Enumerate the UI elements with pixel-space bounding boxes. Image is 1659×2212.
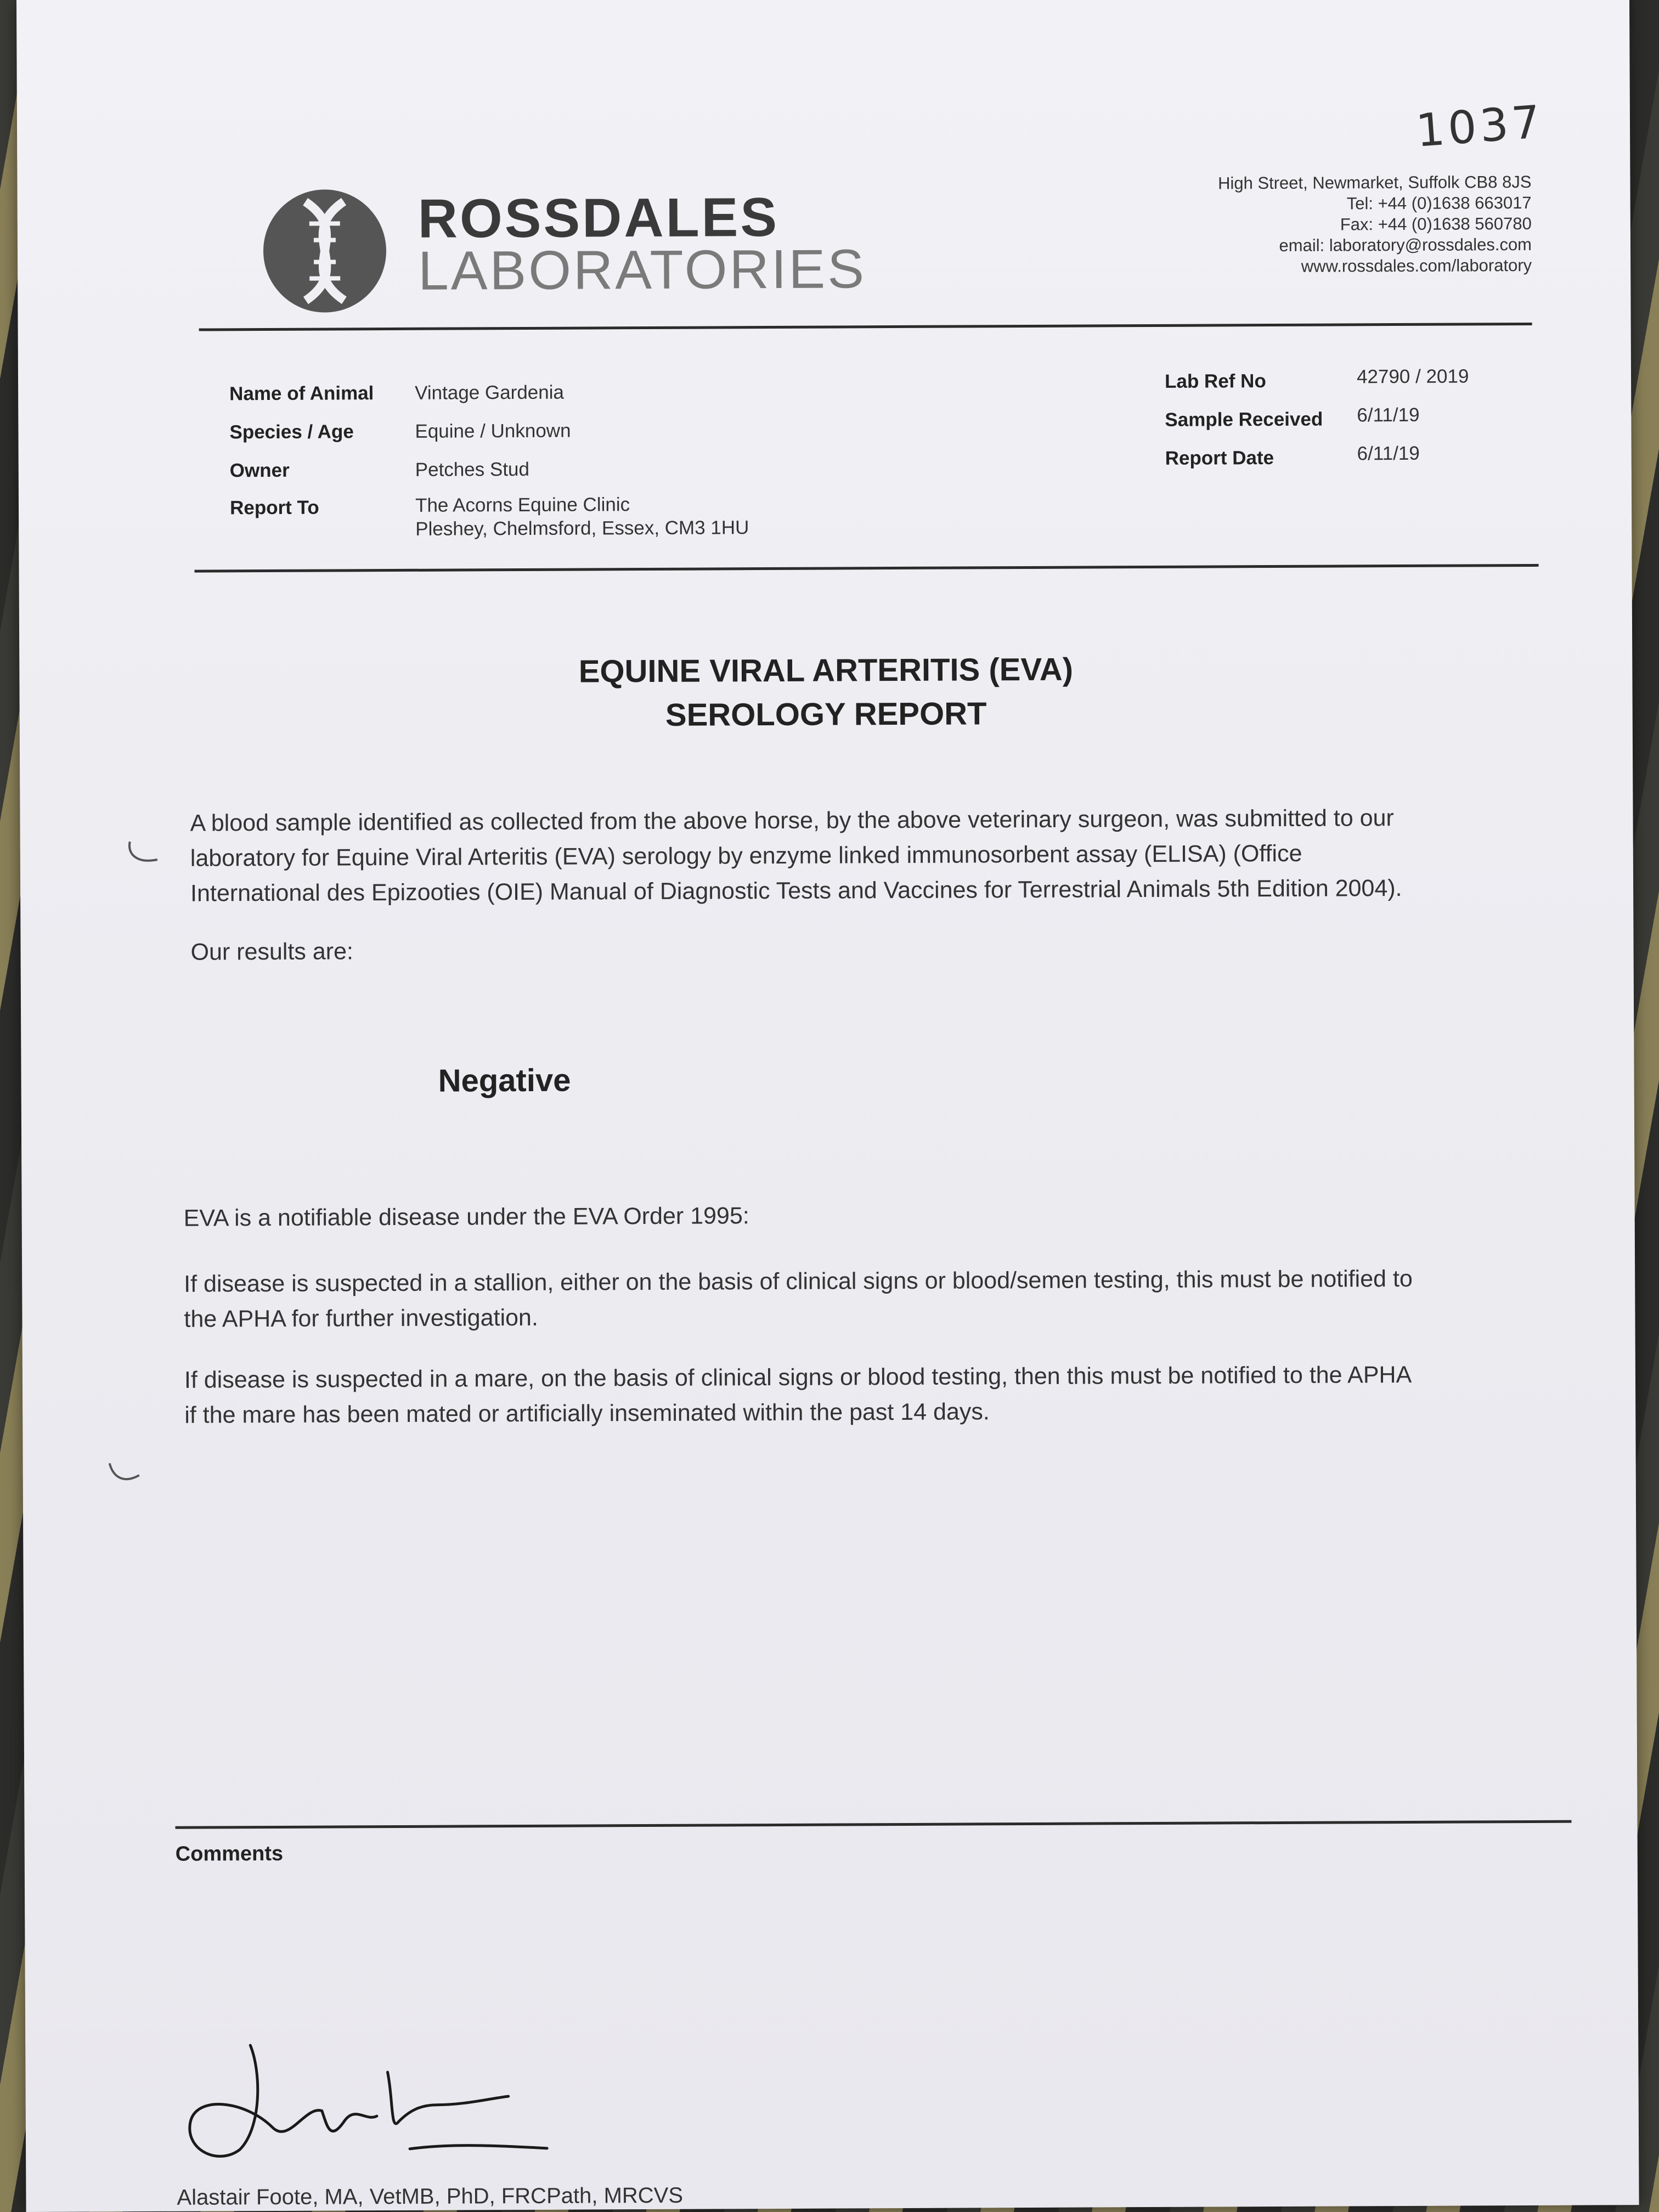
report-to-line2: Pleshey, Chelmsford, Essex, CM3 1HU <box>415 517 749 540</box>
report-page <box>16 0 1639 2212</box>
result-value: Negative <box>438 1062 571 1099</box>
stallion-line1: If disease is suspected in a stallion, either on the basis of clinical signs or blood/semen testing, this must be notified to <box>184 1265 1413 1297</box>
lab-ref-label: Lab Ref No <box>1164 370 1266 392</box>
notifiable-statement: EVA is a notifiable disease under the EVA Order 1995: <box>183 1203 749 1232</box>
header-divider <box>199 323 1532 331</box>
lab-email: email: laboratory@rossdales.com <box>1279 234 1532 255</box>
owner-label: Owner <box>229 459 290 482</box>
report-date-value: 6/11/19 <box>1357 442 1420 465</box>
comments-label: Comments <box>175 1842 284 1866</box>
logo-name-line2: LABORATORIES <box>417 238 867 302</box>
lab-address-block <box>1114 172 1532 278</box>
report-title-line1: EQUINE VIRAL ARTERITIS (EVA) <box>578 651 1074 690</box>
stallion-paragraph <box>184 1261 1567 1337</box>
intro-line3: International des Epizooties (OIE) Manual of Diagnostic Tests and Vaccines for Terrestrial Animals 5th Edition 2004). <box>190 874 1402 907</box>
sample-received-value: 6/11/19 <box>1357 404 1420 426</box>
report-title-line2: SEROLOGY REPORT <box>665 696 987 733</box>
intro-line1: A blood sample identified as collected from the above horse, by the above veterinary surgeon, was submitted to our <box>190 805 1394 837</box>
lab-tel: Tel: +44 (0)1638 663017 <box>1346 193 1532 213</box>
details-divider <box>195 564 1539 573</box>
mare-line2: if the mare has been mated or artificially inseminated within the past 14 days. <box>184 1398 990 1429</box>
report-to-line1: The Acorns Equine Clinic <box>415 494 630 516</box>
stallion-line2: the APHA for further investigation. <box>184 1304 538 1333</box>
comments-divider <box>176 1820 1572 1829</box>
results-intro: Our results are: <box>190 938 354 966</box>
species-age-value: Equine / Unknown <box>415 420 571 442</box>
pen-tick-mark <box>105 1459 144 1486</box>
owner-value: Petches Stud <box>415 458 530 481</box>
mare-line1: If disease is suspected in a mare, on the basis of clinical signs or blood testing, then this must be notified to the APHA <box>184 1361 1412 1393</box>
signatory-name: Alastair Foote, MA, VetMB, PhD, FRCPath, MRCVS <box>177 2183 684 2210</box>
report-to-label: Report To <box>229 496 319 519</box>
lab-ref-value: 42790 / 2019 <box>1356 365 1469 388</box>
name-of-animal-value: Vintage Gardenia <box>415 381 564 404</box>
mare-paragraph <box>184 1357 1578 1433</box>
report-date-label: Report Date <box>1165 447 1274 469</box>
sample-received-label: Sample Received <box>1165 408 1323 431</box>
intro-line2: laboratory for Equine Viral Arteritis (EVA) serology by enzyme linked immunosorbent assay (ELISA) (Office <box>190 840 1302 872</box>
lab-address: High Street, Newmarket, Suffolk CB8 8JS <box>1217 172 1532 193</box>
signature <box>179 2039 552 2166</box>
lab-web: www.rossdales.com/laboratory <box>1301 255 1532 276</box>
name-of-animal-label: Name of Animal <box>229 382 374 405</box>
lab-fax: Fax: +44 (0)1638 560780 <box>1340 213 1532 234</box>
species-age-label: Species / Age <box>229 421 354 443</box>
intro-paragraph <box>190 800 1562 911</box>
handwritten-number: 1037 <box>1414 95 1545 157</box>
logo-name-line1: ROSSDALES <box>417 186 780 250</box>
pen-tick-mark <box>125 839 163 866</box>
dna-logo-icon <box>258 185 391 317</box>
